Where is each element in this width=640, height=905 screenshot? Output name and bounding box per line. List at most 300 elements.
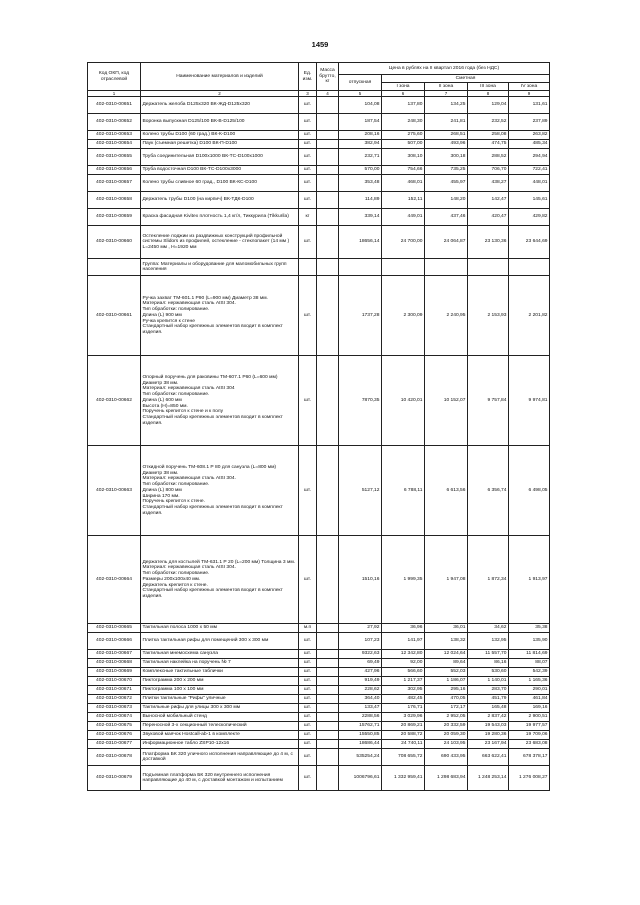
zone-3-price: 2 837,42	[468, 713, 509, 722]
item-code: 402-0310-00653	[88, 131, 141, 140]
release-price: 382,94	[339, 140, 382, 149]
item-name: Откидной поручень ТМ-608.1 Р 80 для санузла (L=800 мм) Диаметр 38 мм. Материал: нержавеющая сталь AISI 304. Тип обработки: полирование. Длина (L) 800 мм Ширина 170 мм. Поручень крепится к стене. Стандартный набор крепежных элементов входит в комплект изделия.	[141, 446, 299, 536]
zone-3-price: 19 543,03	[468, 722, 509, 731]
item-name: Плитка тактильная рифы для помещений 300 х 300 мм	[141, 633, 299, 650]
release-price: 114,89	[339, 192, 382, 209]
release-price: 353,48	[339, 175, 382, 192]
release-price: 18656,14	[339, 226, 382, 259]
zone-2-price: 295,16	[425, 686, 468, 695]
zone-1-price: 152,11	[382, 192, 425, 209]
zone-2-price: 268,51	[425, 131, 468, 140]
zone-4-price: 1 913,97	[509, 536, 550, 624]
item-name: Пиктограмма 100 х 100 мм	[141, 686, 299, 695]
table-row	[88, 131, 550, 140]
zone-3-price: 11 557,70	[468, 650, 509, 659]
page-number: 1459	[311, 40, 329, 49]
table-row	[88, 766, 550, 791]
item-code: 402-0310-00676	[88, 731, 141, 740]
table-row	[88, 695, 550, 704]
column-number: 1	[88, 91, 141, 97]
item-code: 402-0310-00657	[88, 175, 141, 192]
zone-2-price: 2 952,05	[425, 713, 468, 722]
zone-3-price: 706,70	[468, 166, 509, 175]
item-name: Держатель трубы D100 (на кирпич) ВК-ТДК-D100	[141, 192, 299, 209]
item-name: Тактильная наклейка на поручень № 7	[141, 659, 299, 668]
item-name: Воронка выпускная D125/100 ВК-В-D125/100	[141, 114, 299, 131]
item-mass	[317, 668, 339, 677]
zone-4-price: 237,89	[509, 114, 550, 131]
table-row	[88, 356, 550, 446]
table-row	[88, 713, 550, 722]
table-row	[88, 624, 550, 633]
zone-2-price: 36,01	[425, 624, 468, 633]
zone-4-price: 2 201,82	[509, 276, 550, 356]
release-price: 107,23	[339, 633, 382, 650]
zone-2-price: 148,20	[425, 192, 468, 209]
zone-4-price: 678 378,17	[509, 749, 550, 766]
item-unit: шт.	[299, 149, 317, 166]
zone-3-price: 129,04	[468, 97, 509, 114]
item-name: Информационное табло ZSP10-12х16	[141, 740, 299, 749]
item-code: 402-0310-00664	[88, 536, 141, 624]
table-row	[88, 749, 550, 766]
zone-4-price: 145,61	[509, 192, 550, 209]
item-unit: шт.	[299, 668, 317, 677]
header-estimated: Сметная	[382, 75, 550, 83]
item-mass	[317, 192, 339, 209]
item-unit: шт.	[299, 226, 317, 259]
zone-4-price: 131,61	[509, 97, 550, 114]
item-mass	[317, 749, 339, 766]
item-unit: шт.	[299, 140, 317, 149]
release-price: 1737,28	[339, 276, 382, 356]
item-name: Краска фасадная Kivitex плотность 1,4 кг/л, Тиккурила (Tikkurila)	[141, 209, 299, 226]
zone-3-price: 2 153,93	[468, 276, 509, 356]
item-mass	[317, 624, 339, 633]
release-price: 69,49	[339, 659, 382, 668]
zone-2-price: 89,64	[425, 659, 468, 668]
item-mass	[317, 114, 339, 131]
item-unit: шт.	[299, 749, 317, 766]
zone-3-price: 530,60	[468, 668, 509, 677]
release-price: 535254,24	[339, 749, 382, 766]
item-name: Труба водосточная D100 ВК-ТС-D100х3000	[141, 166, 299, 175]
release-price: 1510,16	[339, 536, 382, 624]
zone-4-price: 19 977,57	[509, 722, 550, 731]
release-price: 232,71	[339, 149, 382, 166]
zone-1-price: 24 700,00	[382, 226, 425, 259]
zone-1-price: 507,00	[382, 140, 425, 149]
zone-3-price: 86,16	[468, 659, 509, 668]
zone-2-price: 10 152,07	[425, 356, 468, 446]
zone-1-price: 1 217,37	[382, 677, 425, 686]
item-name: Труба соединительная D100х1000 ВК-ТС-D100х1000	[141, 149, 299, 166]
item-mass	[317, 695, 339, 704]
zone-2-price: 241,81	[425, 114, 468, 131]
item-unit: шт.	[299, 97, 317, 114]
zone-4-price: 2 900,51	[509, 713, 550, 722]
zone-1-price: 176,71	[382, 704, 425, 713]
zone-2-price: 24 064,87	[425, 226, 468, 259]
table-row	[88, 536, 550, 624]
item-unit: шт.	[299, 686, 317, 695]
table-row	[88, 446, 550, 536]
item-code: 402-0310-00675	[88, 722, 141, 731]
table-row	[88, 650, 550, 659]
item-unit: шт.	[299, 192, 317, 209]
zone-3-price: 258,08	[468, 131, 509, 140]
zone-2-price: 24 103,95	[425, 740, 468, 749]
table-row	[88, 192, 550, 209]
release-price: 9322,63	[339, 650, 382, 659]
release-price: 364,40	[339, 695, 382, 704]
release-price: 228,62	[339, 686, 382, 695]
table-row	[88, 209, 550, 226]
item-code: 402-0310-00677	[88, 740, 141, 749]
item-code: 402-0310-00655	[88, 149, 141, 166]
zone-4-price: 485,34	[509, 140, 550, 149]
item-unit: шт.	[299, 731, 317, 740]
zone-3-price: 288,52	[468, 149, 509, 166]
zone-4-price: 290,01	[509, 686, 550, 695]
zone-4-price: 1 276 008,27	[509, 766, 550, 791]
zone-2-price: 20 059,30	[425, 731, 468, 740]
item-code: 402-0310-00660	[88, 226, 141, 259]
header-zone-2: II зона	[425, 83, 468, 91]
item-name: Выносной мобильный стенд	[141, 713, 299, 722]
item-unit: шт.	[299, 175, 317, 192]
zone-4-price: 1 165,36	[509, 677, 550, 686]
release-price: 427,96	[339, 668, 382, 677]
item-unit: шт.	[299, 740, 317, 749]
zone-3-price: 1 872,34	[468, 536, 509, 624]
zone-4-price: 294,94	[509, 149, 550, 166]
item-unit: шт.	[299, 677, 317, 686]
zone-4-price: 169,16	[509, 704, 550, 713]
header-zone-4: IV зона	[509, 83, 550, 91]
item-name: Держатель желоба D125х320 ВК-ЖД-D125х320	[141, 97, 299, 114]
item-mass	[317, 722, 339, 731]
release-price: 1006796,61	[339, 766, 382, 791]
column-number: 4	[317, 91, 339, 97]
zone-4-price: 19 709,06	[509, 731, 550, 740]
item-code: 402-0310-00679	[88, 766, 141, 791]
item-name: Ручка захват ТМ-601.1 Р90 (L=900 мм) Диаметр 38 мм. Материал: нержавеющая сталь AISI 304. Тип обработки: полирование. Длина (L) 900 мм Ручка крепится к стене Стандартный набор крепежных элементов входит в комплект изделия.	[141, 276, 299, 356]
zone-3-price: 6 356,74	[468, 446, 509, 536]
item-mass	[317, 677, 339, 686]
release-price: 919,49	[339, 677, 382, 686]
item-unit: м.п	[299, 624, 317, 633]
zone-4-price: 263,82	[509, 131, 550, 140]
zone-3-price: 19 280,36	[468, 731, 509, 740]
zone-1-price: 468,01	[382, 175, 425, 192]
header-code: Код ОКП, код отраслевой	[88, 63, 141, 91]
release-price: 187,54	[339, 114, 382, 131]
zone-2-price: 6 613,56	[425, 446, 468, 536]
zone-4-price: 448,01	[509, 175, 550, 192]
zone-4-price: 429,82	[509, 209, 550, 226]
zone-4-price: 35,38	[509, 624, 550, 633]
zone-1-price: 482,45	[382, 695, 425, 704]
item-code: 402-0310-00672	[88, 695, 141, 704]
item-unit: шт.	[299, 276, 317, 356]
column-number: 5	[339, 91, 382, 97]
item-name: Тактильная мнемосхема санузла	[141, 650, 299, 659]
zone-1-price: 566,60	[382, 668, 425, 677]
zone-3-price: 283,70	[468, 686, 509, 695]
group-row	[88, 259, 550, 276]
zone-2-price: 172,17	[425, 704, 468, 713]
zone-1-price: 275,60	[382, 131, 425, 140]
zone-3-price: 9 757,84	[468, 356, 509, 446]
item-name: Опорный поручень для раковины ТМ-607.1 Р60 (L=600 мм) Диаметр 38 мм. Материал: нержавеющая сталь AISI 304 Тип обработки: полирование. Длина (L) 600 мм Высота (H)=850 мм. Поручень крепится к стене и к полу Стандартный набор крепежных элементов входит в комплект изделия.	[141, 356, 299, 446]
zone-1-price: 10 420,01	[382, 356, 425, 446]
zone-3-price: 34,62	[468, 624, 509, 633]
zone-4-price: 461,84	[509, 695, 550, 704]
item-unit: шт.	[299, 114, 317, 131]
item-mass	[317, 175, 339, 192]
column-number: 8	[468, 91, 509, 97]
zone-4-price: 135,90	[509, 633, 550, 650]
release-price: 15550,85	[339, 731, 382, 740]
zone-2-price: 2 240,95	[425, 276, 468, 356]
item-unit: шт.	[299, 446, 317, 536]
release-price: 133,47	[339, 704, 382, 713]
item-code: 402-0310-00678	[88, 749, 141, 766]
item-unit: шт.	[299, 704, 317, 713]
item-unit: шт.	[299, 713, 317, 722]
zone-2-price: 20 332,59	[425, 722, 468, 731]
group-title: Группа: Материалы и оборудование для маломобильных групп населения	[141, 259, 299, 276]
zone-1-price: 449,01	[382, 209, 425, 226]
zone-2-price: 1 298 683,94	[425, 766, 468, 791]
column-number: 6	[382, 91, 425, 97]
zone-2-price: 735,25	[425, 166, 468, 175]
zone-1-price: 248,30	[382, 114, 425, 131]
header-unit: Ед. изм.	[299, 63, 317, 91]
item-code: 402-0310-00663	[88, 446, 141, 536]
item-mass	[317, 209, 339, 226]
zone-4-price: 23 683,08	[509, 740, 550, 749]
header-release-price: отпускная	[339, 75, 382, 91]
zone-2-price: 1 947,08	[425, 536, 468, 624]
zone-4-price: 23 644,69	[509, 226, 550, 259]
release-price: 18686,44	[339, 740, 382, 749]
zone-1-price: 1 999,35	[382, 536, 425, 624]
zone-1-price: 754,66	[382, 166, 425, 175]
zone-3-price: 132,95	[468, 633, 509, 650]
zone-1-price: 3 029,96	[382, 713, 425, 722]
item-name: Тактильные рифы для улицы 300 х 300 мм	[141, 704, 299, 713]
table-row	[88, 140, 550, 149]
item-unit: шт.	[299, 166, 317, 175]
item-mass	[317, 766, 339, 791]
release-price: 7870,35	[339, 356, 382, 446]
item-mass	[317, 686, 339, 695]
item-name: Держатель для костылей ТМ-631.1 Р 20 (L=200 мм) Толщина 3 мм. Материал: нержавеющая сталь AISI 304. Тип обработки: полирование. Размеры 200х100х40 мм. Держатель крепится к стене. Стандартный набор крепежных элементов входит в комплект изделия.	[141, 536, 299, 624]
zone-1-price: 12 342,80	[382, 650, 425, 659]
table-row	[88, 149, 550, 166]
item-mass	[317, 276, 339, 356]
item-code: 402-0310-00651	[88, 97, 141, 114]
item-mass	[317, 226, 339, 259]
item-name: Остекление лоджии из раздвижных конструкций профильной системы Slidors из профилей, остекление - стеклопакет (14 мм ) L=2450 мм , Н=1920 мм	[141, 226, 299, 259]
table-row	[88, 722, 550, 731]
item-unit: шт.	[299, 695, 317, 704]
release-price: 27,92	[339, 624, 382, 633]
zone-4-price: 9 974,81	[509, 356, 550, 446]
zone-4-price: 6 498,05	[509, 446, 550, 536]
zone-1-price: 24 740,11	[382, 740, 425, 749]
table-row	[88, 659, 550, 668]
zone-2-price: 437,46	[425, 209, 468, 226]
zone-1-price: 20 588,72	[382, 731, 425, 740]
item-code: 402-0310-00662	[88, 356, 141, 446]
item-mass	[317, 356, 339, 446]
item-mass	[317, 536, 339, 624]
zone-3-price: 1 248 253,14	[468, 766, 509, 791]
table-row	[88, 114, 550, 131]
zone-2-price: 470,05	[425, 695, 468, 704]
item-name: Плитки тактильные "Рифы" уличные	[141, 695, 299, 704]
item-unit: шт.	[299, 356, 317, 446]
item-unit: шт.	[299, 536, 317, 624]
zone-4-price: 542,39	[509, 668, 550, 677]
item-unit: шт.	[299, 633, 317, 650]
item-code: 402-0310-00673	[88, 704, 141, 713]
release-price: 208,16	[339, 131, 382, 140]
zone-1-price: 308,10	[382, 149, 425, 166]
zone-1-price: 141,97	[382, 633, 425, 650]
zone-3-price: 451,79	[468, 695, 509, 704]
zone-3-price: 232,52	[468, 114, 509, 131]
zone-4-price: 88,07	[509, 659, 550, 668]
zone-1-price: 36,96	[382, 624, 425, 633]
item-code: 402-0310-00670	[88, 677, 141, 686]
item-unit: шт.	[299, 766, 317, 791]
table-row	[88, 276, 550, 356]
table-row	[88, 740, 550, 749]
item-mass	[317, 659, 339, 668]
zone-2-price: 138,32	[425, 633, 468, 650]
item-mass	[317, 713, 339, 722]
zone-2-price: 134,25	[425, 97, 468, 114]
item-mass	[317, 731, 339, 740]
item-mass	[317, 633, 339, 650]
item-code: 402-0310-00665	[88, 624, 141, 633]
item-mass	[317, 650, 339, 659]
zone-1-price: 1 332 959,41	[382, 766, 425, 791]
release-price: 104,08	[339, 97, 382, 114]
item-name: Платформа БК 320 уличного исполнения направляющие до 4 м, с доставкой	[141, 749, 299, 766]
item-unit: кг	[299, 209, 317, 226]
release-price: 5127,12	[339, 446, 382, 536]
zone-3-price: 438,27	[468, 175, 509, 192]
zone-3-price: 165,48	[468, 704, 509, 713]
item-code: 402-0310-00666	[88, 633, 141, 650]
zone-3-price: 142,47	[468, 192, 509, 209]
zone-2-price: 1 186,07	[425, 677, 468, 686]
release-price: 2288,56	[339, 713, 382, 722]
zone-1-price: 6 788,11	[382, 446, 425, 536]
zone-2-price: 552,03	[425, 668, 468, 677]
item-mass	[317, 704, 339, 713]
header-mass: Масса брутто, кг	[317, 63, 339, 91]
zone-3-price: 420,47	[468, 209, 509, 226]
item-code: 402-0310-00658	[88, 192, 141, 209]
table-row	[88, 704, 550, 713]
item-code: 402-0310-00667	[88, 650, 141, 659]
zone-1-price: 302,95	[382, 686, 425, 695]
table-row	[88, 677, 550, 686]
item-name: Колено трубы сливное 60 град., D100 ВК-КС-D100	[141, 175, 299, 192]
header-name: Наименование материалов и изделий	[141, 63, 299, 91]
column-number: 7	[425, 91, 468, 97]
zone-2-price: 690 433,95	[425, 749, 468, 766]
table-row	[88, 97, 550, 114]
zone-4-price: 11 814,69	[509, 650, 550, 659]
zone-4-price: 722,41	[509, 166, 550, 175]
column-number: 9	[509, 91, 550, 97]
item-code: 402-0310-00652	[88, 114, 141, 131]
release-price: 570,00	[339, 166, 382, 175]
zone-2-price: 300,18	[425, 149, 468, 166]
zone-3-price: 663 622,41	[468, 749, 509, 766]
item-unit: шт.	[299, 722, 317, 731]
item-unit: шт.	[299, 650, 317, 659]
price-table	[87, 62, 550, 791]
item-mass	[317, 166, 339, 175]
item-name: Тактильная полоса 1000 х 50 мм	[141, 624, 299, 633]
zone-2-price: 12 024,64	[425, 650, 468, 659]
table-row	[88, 226, 550, 259]
zone-3-price: 23 167,94	[468, 740, 509, 749]
table-row	[88, 175, 550, 192]
table-row	[88, 731, 550, 740]
zone-3-price: 23 130,36	[468, 226, 509, 259]
header-price-group: Цена в рублях на II квартал 2016 года (без НДС)	[339, 63, 550, 75]
table-row	[88, 668, 550, 677]
zone-1-price: 20 869,21	[382, 722, 425, 731]
column-number: 3	[299, 91, 317, 97]
item-unit: шт.	[299, 659, 317, 668]
release-price: 339,14	[339, 209, 382, 226]
item-mass	[317, 446, 339, 536]
item-name: Паук (съемная решетка) D100 ВК-П-D100	[141, 140, 299, 149]
table-row	[88, 686, 550, 695]
zone-3-price: 1 140,01	[468, 677, 509, 686]
item-mass	[317, 97, 339, 114]
zone-3-price: 474,75	[468, 140, 509, 149]
item-code: 402-0310-00656	[88, 166, 141, 175]
table-row	[88, 166, 550, 175]
item-name: Комплексные тактильные таблички	[141, 668, 299, 677]
item-name: Звуковой маячок Hostcall-ab-1 в комплекте	[141, 731, 299, 740]
item-code: 402-0310-00661	[88, 276, 141, 356]
item-name: Подъемная платформа БК 320 внутреннего исполнения направляющие до 40 м, с доставкой монтажом и испытанием	[141, 766, 299, 791]
item-code: 402-0310-00674	[88, 713, 141, 722]
zone-2-price: 493,96	[425, 140, 468, 149]
item-mass	[317, 131, 339, 140]
item-code: 402-0310-00654	[88, 140, 141, 149]
item-code: 402-0310-00669	[88, 668, 141, 677]
item-mass	[317, 140, 339, 149]
item-code: 402-0310-00668	[88, 659, 141, 668]
zone-1-price: 2 300,09	[382, 276, 425, 356]
item-mass	[317, 740, 339, 749]
item-unit: шт.	[299, 131, 317, 140]
release-price: 15762,71	[339, 722, 382, 731]
